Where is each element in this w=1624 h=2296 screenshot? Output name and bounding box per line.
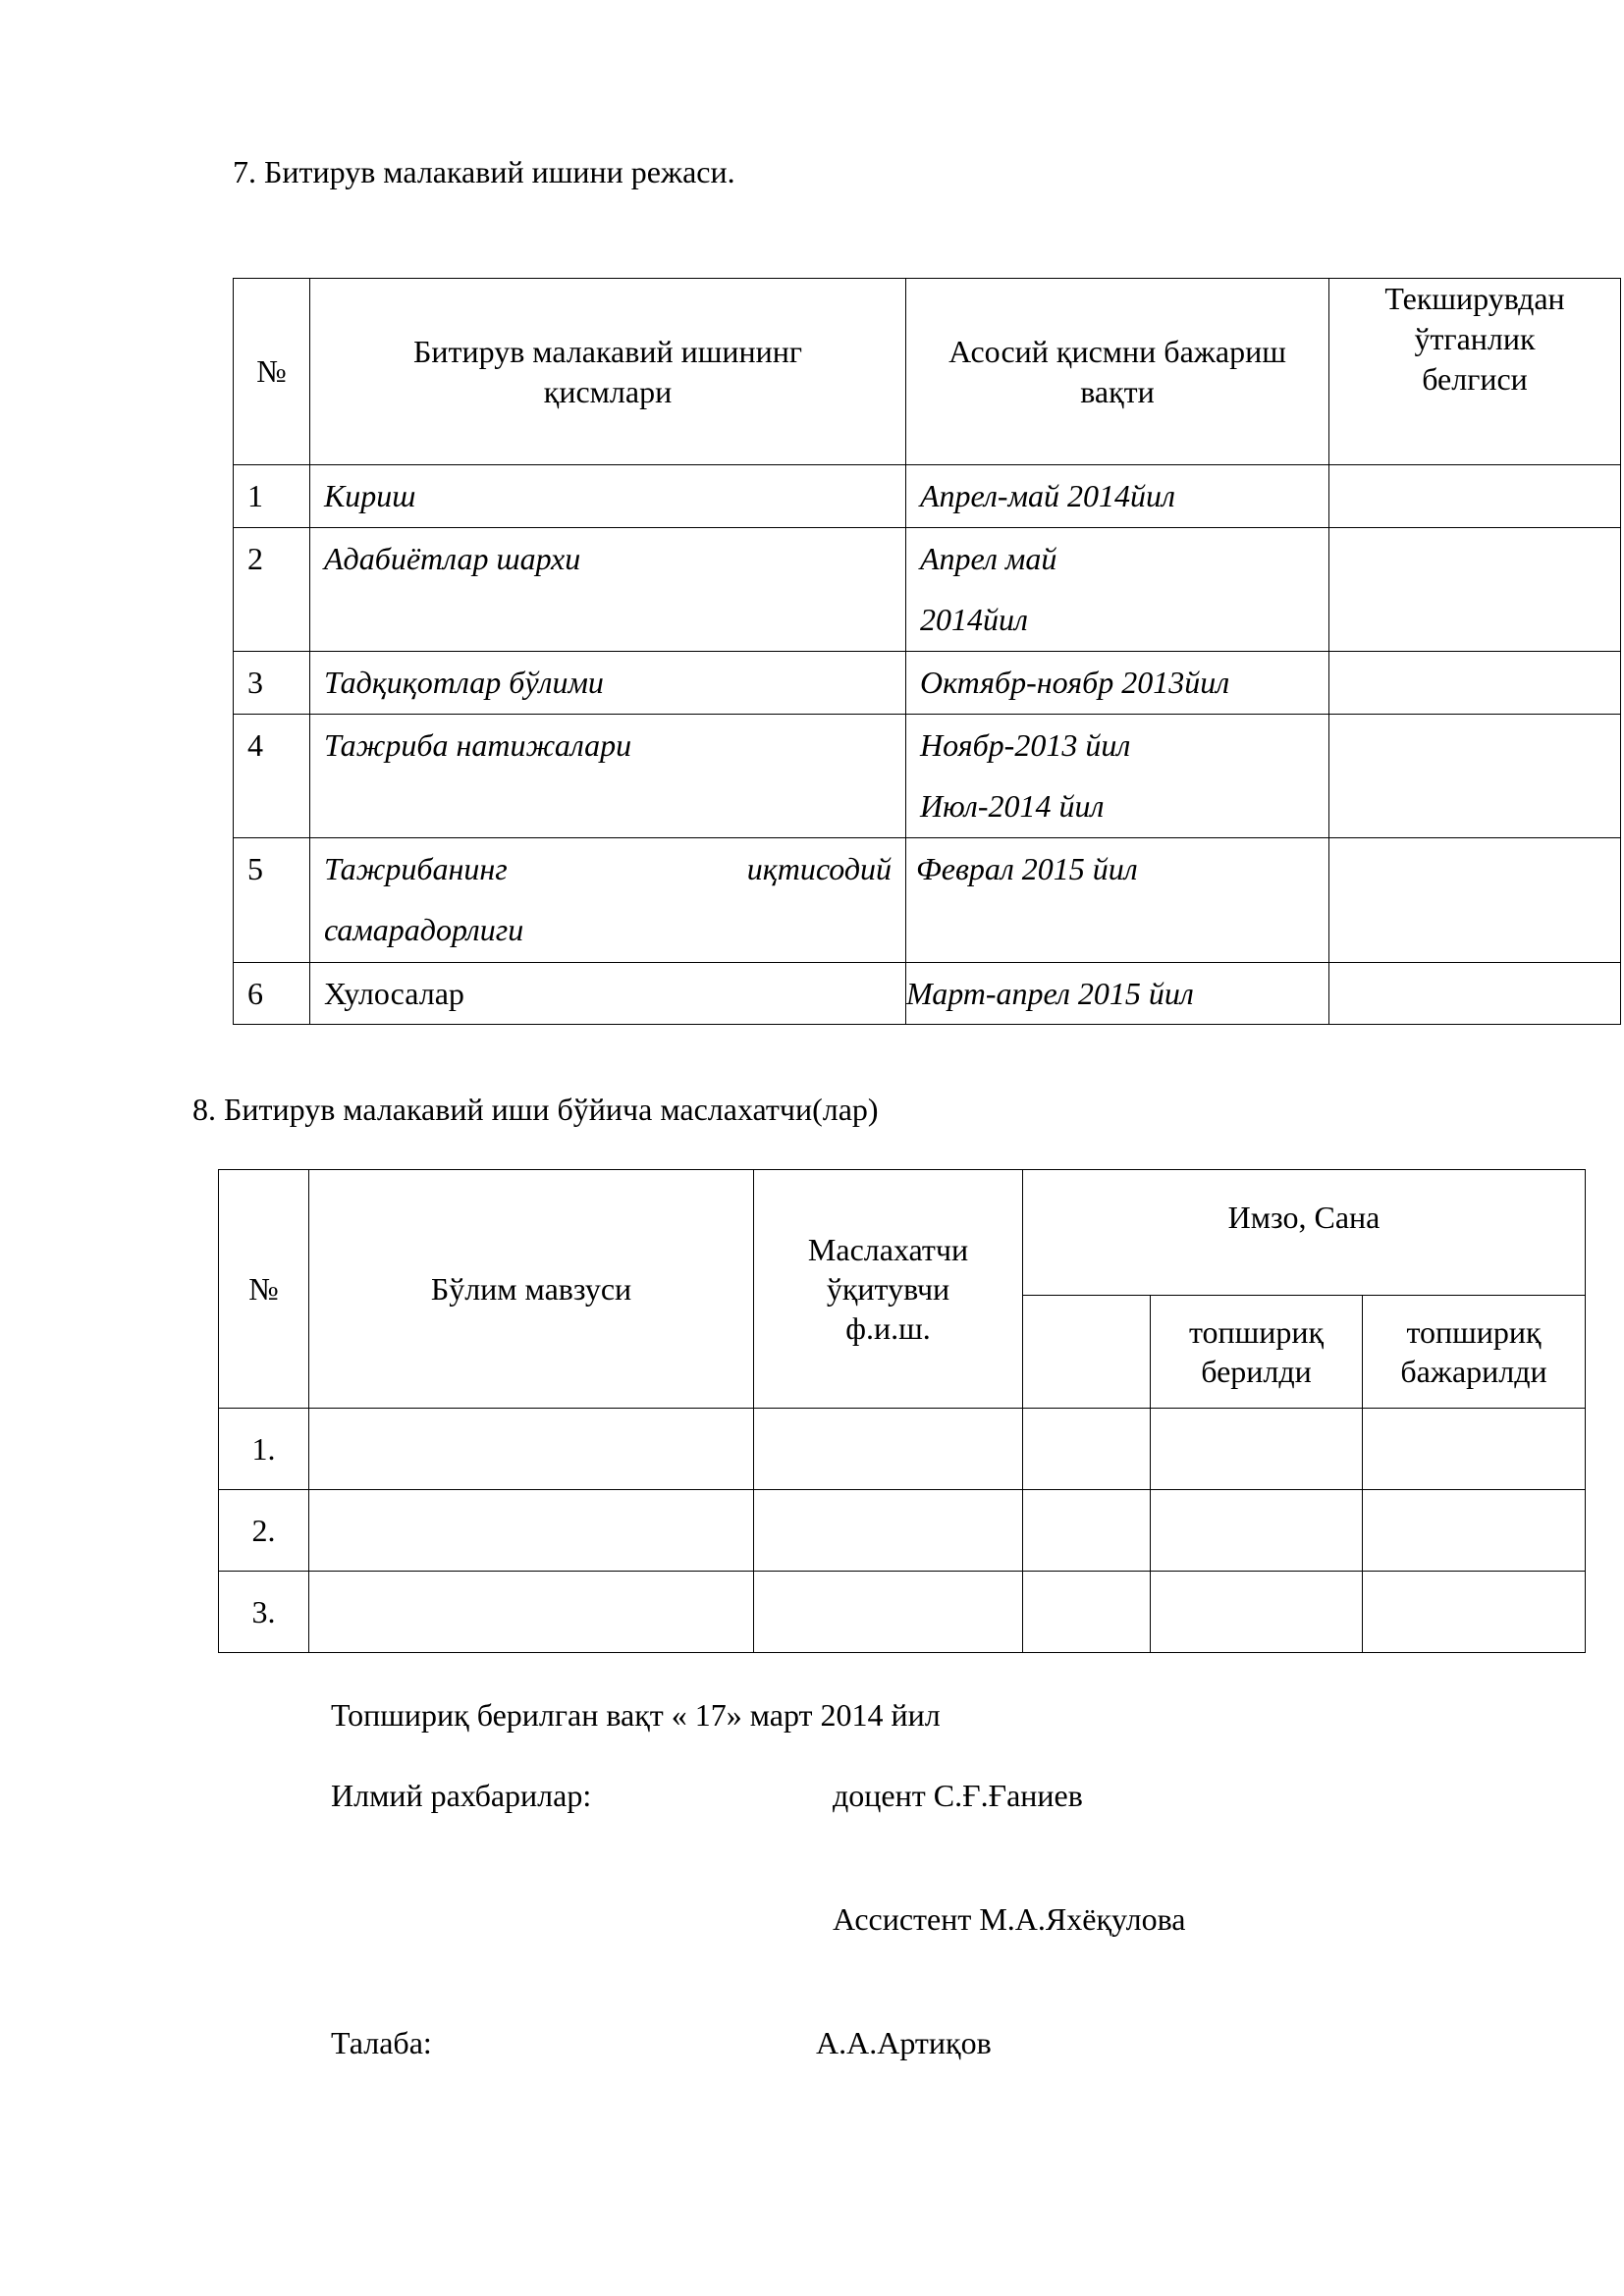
row-number: 1 <box>234 465 310 528</box>
time-cell <box>906 652 1329 715</box>
consult-header-row-1 <box>219 1170 1586 1296</box>
consultant-cell <box>754 1572 1023 1653</box>
check-cell <box>1329 715 1621 838</box>
check-cell <box>1329 963 1621 1025</box>
row-number: 3. <box>219 1572 309 1653</box>
table-row <box>219 1572 1586 1653</box>
task-given-cell <box>1151 1490 1363 1572</box>
part-cell <box>310 963 906 1025</box>
time-cell <box>906 715 1329 838</box>
time-text: Октябр-ноябр 2013йил <box>920 665 1230 700</box>
blank-cell <box>1023 1409 1151 1490</box>
row-number: 2. <box>219 1490 309 1572</box>
task-given-cell <box>1151 1572 1363 1653</box>
plan-header-check: Текширувдан ўтганлик белгиси <box>1329 279 1621 465</box>
check-cell <box>1329 465 1621 528</box>
consult-header-topic: Бўлим мавзуси <box>309 1170 754 1409</box>
part-text: Кириш <box>324 478 416 513</box>
time-cell <box>906 838 1329 963</box>
assignment-date-line: Топшириқ берилган вақт « 17» март 2014 йил <box>331 1697 941 1733</box>
time-cell <box>906 528 1329 652</box>
row-number: 4 <box>234 715 310 838</box>
part-cell <box>310 465 906 528</box>
section-7-heading: 7. Битирув малакавий ишини режаси. <box>233 154 735 189</box>
time-cell <box>906 963 1329 1025</box>
time-text: Июл-2014 йил <box>920 788 1105 824</box>
consult-header-task-done: топшириқ бажарилди <box>1363 1296 1586 1409</box>
table-row <box>234 963 1621 1025</box>
row-number: 1. <box>219 1409 309 1490</box>
supervisor-2-name: Ассистент М.А.Яхёқулова <box>833 1901 1186 1937</box>
plan-header-part: Битирув малакавий ишининг қисмлари <box>310 279 906 465</box>
supervisor-1-name: доцент С.Ғ.Ғаниев <box>833 1778 1083 1813</box>
consultant-cell <box>754 1409 1023 1490</box>
blank-cell <box>1023 1490 1151 1572</box>
time-text: Апрел-май 2014йил <box>920 478 1175 513</box>
check-cell <box>1329 652 1621 715</box>
plan-header-time: Асосий қисмни бажариш вақти <box>906 279 1329 465</box>
time-text: 2014йил <box>920 602 1028 637</box>
time-text: Март-апрел 2015 йил <box>906 976 1194 1011</box>
work-plan-table <box>233 278 1621 1025</box>
topic-cell <box>309 1490 754 1572</box>
consult-header-signature-date: Имзо, Сана <box>1023 1170 1586 1296</box>
table-row <box>219 1409 1586 1490</box>
topic-cell <box>309 1409 754 1490</box>
plan-table-header-row <box>234 279 1621 465</box>
time-text: Ноябр-2013 йил <box>920 727 1131 763</box>
part-text: Тажриба натижалари <box>324 727 632 763</box>
plan-header-num: № <box>234 279 310 465</box>
row-number: 3 <box>234 652 310 715</box>
part-cell <box>310 838 906 963</box>
task-done-cell <box>1363 1409 1586 1490</box>
table-row <box>234 715 1621 838</box>
part-text: иқтисодий <box>746 851 892 886</box>
task-done-cell <box>1363 1572 1586 1653</box>
consult-header-sub-blank <box>1023 1296 1151 1409</box>
student-name: А.А.Артиқов <box>816 2025 992 2060</box>
part-text: Тажрибанинг <box>324 851 508 886</box>
row-number: 2 <box>234 528 310 652</box>
part-line-justified <box>324 838 905 899</box>
task-given-cell <box>1151 1409 1363 1490</box>
consultant-cell <box>754 1490 1023 1572</box>
consult-header-consultant: Маслахатчи ўқитувчи ф.и.ш. <box>754 1170 1023 1409</box>
blank-cell <box>1023 1572 1151 1653</box>
part-cell <box>310 652 906 715</box>
part-cell <box>310 715 906 838</box>
check-cell <box>1329 838 1621 963</box>
time-text: Феврал 2015 йил <box>916 851 1138 886</box>
part-text: Адабиётлар шархи <box>324 541 581 576</box>
table-row <box>234 838 1621 963</box>
supervisors-label: Илмий рахбарилар: <box>331 1778 592 1813</box>
time-cell <box>906 465 1329 528</box>
consultants-table <box>218 1169 1586 1653</box>
table-row <box>234 465 1621 528</box>
table-row <box>219 1490 1586 1572</box>
part-text: Хулосалар <box>324 976 464 1011</box>
consult-header-task-given: топшириқ берилди <box>1151 1296 1363 1409</box>
topic-cell <box>309 1572 754 1653</box>
part-text: Тадқиқотлар бўлими <box>324 665 604 700</box>
consult-header-num: № <box>219 1170 309 1409</box>
row-number: 6 <box>234 963 310 1025</box>
table-row <box>234 652 1621 715</box>
task-done-cell <box>1363 1490 1586 1572</box>
time-text: Апрел май <box>920 541 1057 576</box>
part-text: самарадорлиги <box>324 912 524 947</box>
student-label: Талаба: <box>331 2025 432 2060</box>
table-row <box>234 528 1621 652</box>
part-cell <box>310 528 906 652</box>
check-cell <box>1329 528 1621 652</box>
row-number: 5 <box>234 838 310 963</box>
section-8-heading: 8. Битирув малакавий иши бўйича маслахатчи(лар) <box>192 1092 879 1127</box>
